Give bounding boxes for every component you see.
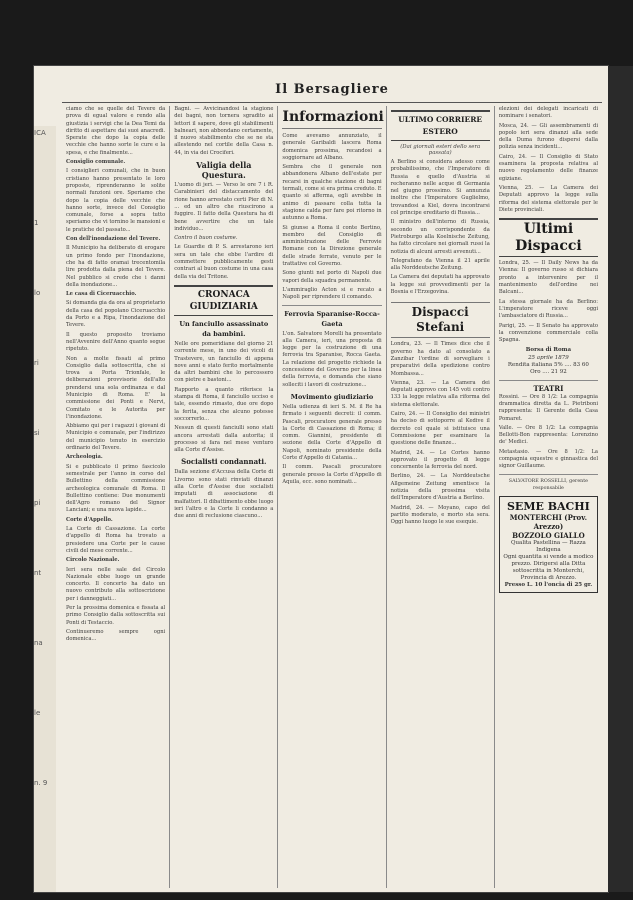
article-text: Nessun di questi fanciulli sono stati ancora arrestati dalla autorita; il processo si fara nel mese venturo alla Corte d'Assise.: [174, 425, 274, 454]
article-text: Valle. — Ore 8 1/2: La compagnia Bellotti-Bon rappresenta: Lorenzino de' Medici.: [498, 424, 599, 446]
strip-fragment: lo: [34, 289, 41, 297]
section-heading: TEATRI: [533, 383, 564, 393]
article-text: Il comm. Pascali procuratore generale presso la Corte d'Appello di Aquila, ecc. sono nominati...: [282, 464, 382, 485]
ad-text: Ogni quantita si vende a modico prezzo. Dirigersi alla Ditta sottoscritta in Monterchi, Provincia di Arezzo.: [503, 554, 594, 582]
divider: [282, 305, 381, 306]
article-text: Non a molte fissati al primo Consiglio dalla sottoscritta, che si trova a Porta Trionfale, le deliberazioni provvisorie dell'alto prendersi una sola ordinanza e dal Municipio di Roma. E' la commissione dei Ponti e Nervi, Comitato e le Autorita per l'inondazione.: [66, 355, 166, 420]
borsa-date: 25 aprile 1879: [528, 354, 569, 361]
section-heading: Ferrovia Sparanise-Rocca-Gaeta: [284, 309, 380, 328]
strip-fragment: ri: [34, 359, 39, 367]
article-heading: Corte d'Appello.: [66, 516, 113, 523]
borsa-line: Rendita italiana 5% .... 83 60: [507, 362, 589, 369]
section-heading: Socialisti condannati.: [181, 457, 267, 467]
article-heading: Le casa di Ciceruacchio.: [66, 291, 137, 298]
article-text: A Berlino si considera adesso come probabilissimo, che l'Imperatore di Russia e quello d'Austria si recheranno nelle acque di Germania nel giugno prossimo. Si annunzia inoltre che l'Imperatore Guglielmo, trovandosi a Kiel, dovra incontrarsi col principe ereditario di Russia...: [390, 159, 490, 217]
column-4: [387, 106, 495, 888]
strip-fragment: si: [34, 429, 40, 437]
article-text: Dalla sezione d'Accusa della Corte di Livorno sono stati rinviati dinanzi alla Corte d'Assise due socialisti imputati di associazione di malfattori. Il dibattimento ebbe luogo ieri l'altro e la Corte li condanno a due anni di reclusione ciascuno...: [174, 469, 274, 520]
article-heading: Archeologia.: [66, 454, 103, 461]
article-text: Continueremo sempre ogni domenica...: [66, 628, 166, 643]
article-heading: Contro il buon costume.: [174, 235, 238, 242]
article-text: Si giunse a Roma il conte Bertino, membro del Consiglio di amministrazione delle Ferrovie Romane con la Direzione generale delle strade ferrate, venuto per le trattative col Governo.: [282, 224, 382, 268]
article-text: Il ministro dell'interno di Russia, secondo un corrispondente da Pietroburgo alla Koelnische Zeitung, ha fatto circolare nei giornali russi la notizia di alcuni arresti avvenuti...: [390, 219, 490, 255]
article-text: ciamo che se quelle del Tevere da prova di egual valore e rendo alla giustizia i servigi che la Dea Temi da diritto di aspettare dai suoi anacredi. Sperate che dopo la copia delle vecchie che hanno sorte le cure e la spesa, e che finalmente...: [66, 106, 166, 156]
article-text: I consiglieri comunali, che in buon cristiano hanno presentato le loro proposte, riprenderanno le solite normali funzioni ore. Speriamo che dopo la copia delle vecchie che hanno sorte, invece del Consiglio comunale, forse a sopra tutto speriamo che vi tornino le mansioni e le pratiche del passato...: [66, 168, 166, 233]
article-text: Mosca, 24. — Gli assembramenti di popolo ieri sera dinanzi alla sede della Duma furono dispersi dalla polizia senza incidenti...: [498, 122, 599, 151]
borsa-line: Oro .... 21 92: [530, 369, 567, 376]
article-text: Ieri sera nelle sale del Circolo Nazionale ebbe luogo un grande concerto. Il concerto ha dato un nuovo contributo alla sottoscrizione per i danneggiati...: [66, 566, 166, 602]
article-text: Cairo, 24. — Il Consiglio di Stato esaminera la proposta relativa al nuovo regolamento delle finanze egiziane.: [498, 153, 599, 182]
article-text: Nella udienza di ieri S. M. il Re ha firmato i seguenti decreti: il comm. Pascali, procuratore generale presso la Corte di Cassazione di Roma; il comm. Giannini, presidente di sezione della Corte d'Appello di Napoli, nominato presidente della Corte d'Appello di Catania...: [282, 403, 382, 461]
article-text: Sono giunti nel porto di Napoli due vapori della squadra permanente.: [282, 270, 382, 284]
article-text: La Camera dei deputati ha approvato la legge sui provvedimenti per la Bosnia e l'Erzegovina.: [390, 274, 490, 296]
article-columns: [62, 106, 602, 888]
article-text: Come avevamo annunziato, il generale Garibaldi lascera Roma domenica prossima, recandosi a soggiornare ad Albano.: [282, 133, 382, 161]
column-2: [170, 106, 278, 888]
article-text: Rapporto a quanto riferisce la stampa di Roma, il fanciullo ucciso e tale, essendo rimasto, due ore dopo la ferita, senza che alcuno potesse soccorrerlo...: [174, 386, 274, 422]
previous-page-strip: [34, 126, 56, 892]
column-5: [495, 106, 602, 888]
article-text: Londra, 23. — Il Times dice che il governo ha dato al consolato a Zanzibar l'ordine di sorvegliare i preparativi della spedizione contro Mombassa...: [390, 341, 490, 377]
strip-fragment: pi: [34, 499, 41, 507]
article-text: Madrid, 24. — Le Cortes hanno approvato il progetto di legge concernente la ferrovia del nord.: [390, 449, 490, 471]
article-text: Sembra che il generale non abbandonera Albano dell'estate per recarsi in qualche stazione di bagni termali, come si era prima creduto. E quanto si afferma, egli avrebbe in animo di passare colla tutta la stagione calda per fare poi ritorno in autunno a Roma.: [282, 164, 382, 222]
article-text: Si e pubblicato il primo fascicolo semestrale per l'anno in corso del Bullettino della commissione archeologica comunale di Roma. Il Bullettino contiene: Due monumenti dell'Agro romano del Signor Lanciani; e una nuova lapide...: [66, 463, 166, 514]
article-text: Nelle ore pomeridiane del giorno 21 corrente mese, in uno dei vicoli di Trastevere, un fanciullo di appena nove anni e stato ferito mortalmente da altri bambini che lo percossero con pietre e bastoni...: [174, 340, 274, 384]
section-heading: ULTIMO CORRIERE ESTERO: [391, 110, 490, 141]
section-heading: Movimento giudiziario: [290, 392, 374, 401]
borsa-title: Borsa di Roma: [525, 347, 572, 354]
masthead: [62, 66, 602, 103]
article-text: Le Guardie di P. S. arrestarono ieri sera un tale che ebbe l'ardire di commettere pubblicamente gesti contrari al buon costume in una casa della via del Tritone.: [174, 244, 274, 280]
strip-fragment: nt: [34, 569, 42, 577]
strip-fragment: na: [34, 639, 43, 647]
article-heading: Con dell'inondazione del Tevere.: [66, 236, 161, 243]
strip-fragment: n. 9: [34, 779, 48, 787]
article-text: Abbiamo qui per i ragazzi i giovani di Municipio e comunale, per l'indirizzo del municipio tenuto in esercizio ordinario del Tevere.: [66, 423, 166, 452]
article-text: Si domanda gia da ora al proprietario della casa del popolano Ciceruacchio da Porto e a Ripa, l'inondazione del Tevere.: [66, 300, 166, 329]
stock-exchange-box: [499, 347, 598, 376]
ad-subtitle: MONTERCHI (Prov. Arezzo): [509, 513, 588, 532]
advertisement-box: [499, 496, 598, 593]
section-heading: Dispacci Stefani: [391, 302, 490, 338]
column-3: [278, 106, 386, 888]
ad-subtitle: Qualita Pastellina — Razza Indigena: [511, 540, 586, 554]
article-text: L'uomo di jeri. — Verso le ore 7 i R. Carabinieri del distaccamento del rione hanno arrestato certi Pier di N. ... ed un altro che riuscirono a fuggire. Il fatto della Questura ha di bene avvertire che un tale individuo...: [174, 182, 274, 232]
article-text: L'ammiraglio Acton si e recato a Napoli per riprendere il comando.: [282, 286, 382, 301]
article-text: La Corte di Cassazione. La corte d'appello di Roma ha trovato a presiedere una Corte per le cause civili del mese corrente...: [66, 526, 166, 554]
article-text: Metastasio. — Ore 8 1/2: La compagnia equestre e ginnastica del signor Guillaume.: [498, 448, 599, 470]
section-heading: Informazioni: [282, 108, 381, 129]
divider: [499, 474, 598, 475]
article-text: Rossini. — Ore 8 1/2: La compagnia drammatica diretta da L. Pietriboni rappresenta: Il Gerente della Casa Pomaret.: [498, 393, 599, 422]
imprint-line: SALVATORE ROSSELLI, gerente responsabile: [508, 478, 589, 491]
newspaper-title: Il Bersagliere: [275, 82, 389, 97]
article-text: Parigi, 25. — Il Senato ha approvato la convenzione commerciale colla Spagna.: [498, 322, 599, 344]
divider: [499, 380, 598, 381]
article-text: Il questo proposito troviamo nell'Avvenire dell'Anno quanto segue ripetuto.: [66, 331, 166, 353]
article-text: Vienna, 23. — La Camera dei deputati approvo con 145 voti contro 133 la legge relativa alla riforma del sistema elettorale.: [390, 379, 490, 408]
article-text: elezioni dei delegati incaricati di nominare i senatori.: [498, 106, 599, 120]
article-text: Cairo, 24. — Il Consiglio dei ministri ha deciso di sottoporre al Kedive il decreto col quale si istituisce una Commissione per esaminare la questione delle finanze...: [390, 411, 490, 447]
ad-title: SEME BACHI: [506, 500, 590, 514]
newspaper-page: [34, 66, 608, 892]
article-text: Per la prossima domenica e fissata al primo Consiglio dalla sottoscritta sui Ponti di Testaccio.: [66, 605, 166, 626]
article-text: Londra, 25. — Il Daily News ha da Vienna: Il governo russo si dichiara pronto a intervenire per il mantenimento dell'ordine nei Balcani...: [498, 260, 599, 296]
article-text: Madrid, 24. — Moyano, capo del partito moderato, e morto sta sera. Oggi hanno luogo le sue esequie.: [390, 504, 490, 526]
section-heading: Valigia della Questura.: [196, 160, 252, 181]
column-1: [62, 106, 170, 888]
article-text: Il Municipio ha deliberato di erogare un primo fondo per l'inondazione, che ha di fatto oramai trecentomila lire prodotta dalla piena del Tevere. Nel pubblico si crede che i danni della inondazione...: [66, 245, 166, 288]
ad-footer: Presso L. 10 l'oncia di 25 gr.: [504, 582, 593, 589]
strip-fragment: le: [34, 709, 41, 717]
article-text: L'on. Salvatore Morelli ha presentato alla Camera, ieri, una proposta di legge per la costruzione di una ferrovia tra Sparanise, Rocca Gaeta. La relazione del progetto richiede la concessione del Governo per la linea della ferrovia, e domanda che siano solleciti i lavori di costruzione...: [282, 330, 382, 388]
article-text: Vienna, 25. — La Camera dei Deputati approvo la legge sulla riforma del sistema elettorale per le Diete provinciali.: [498, 184, 599, 213]
strip-fragment: ICA: [34, 129, 46, 137]
article-heading: Circolo Nazionale.: [66, 557, 120, 564]
article-text: Berlino, 24. — La Norddeutsche Allgemeine Zeitung smentisce la notizia della prossima visita dell'Imperatore d'Austria a Berlino.: [390, 473, 490, 502]
section-heading: Ultimi Dispacci: [499, 218, 598, 257]
section-subtitle: (Dai giornali esteri dello sera passata): [400, 144, 481, 156]
strip-fragment: 1: [34, 219, 39, 227]
page-spine-shadow: [608, 66, 633, 892]
article-text: Bagni. — Avvicinandosi la stagione dei bagni, non tornera sgradito ai lettori il sapere, dove gli stabilimenti balneari, non abbondano certamente, il nuovo stabilimento che se ne sta allestendo nel cortile della Casa n. 44, in via dei Crociferi.: [174, 106, 274, 156]
section-heading: CRONACA GIUDIZIARIA: [174, 285, 273, 316]
article-text: Telegrafano da Vienna il 21 aprile alla Norddeutsche Zeitung.: [390, 257, 490, 272]
article-text: La stessa giornale ha da Berlino: L'imperatore riceve oggi l'ambasciatore di Russia...: [498, 298, 599, 320]
article-heading: Consiglio comunale.: [66, 159, 126, 166]
ad-subtitle: BOZZOLO GIALLO: [512, 531, 585, 541]
section-subheading: Un fanciullo assassinato da bambini.: [179, 319, 269, 338]
